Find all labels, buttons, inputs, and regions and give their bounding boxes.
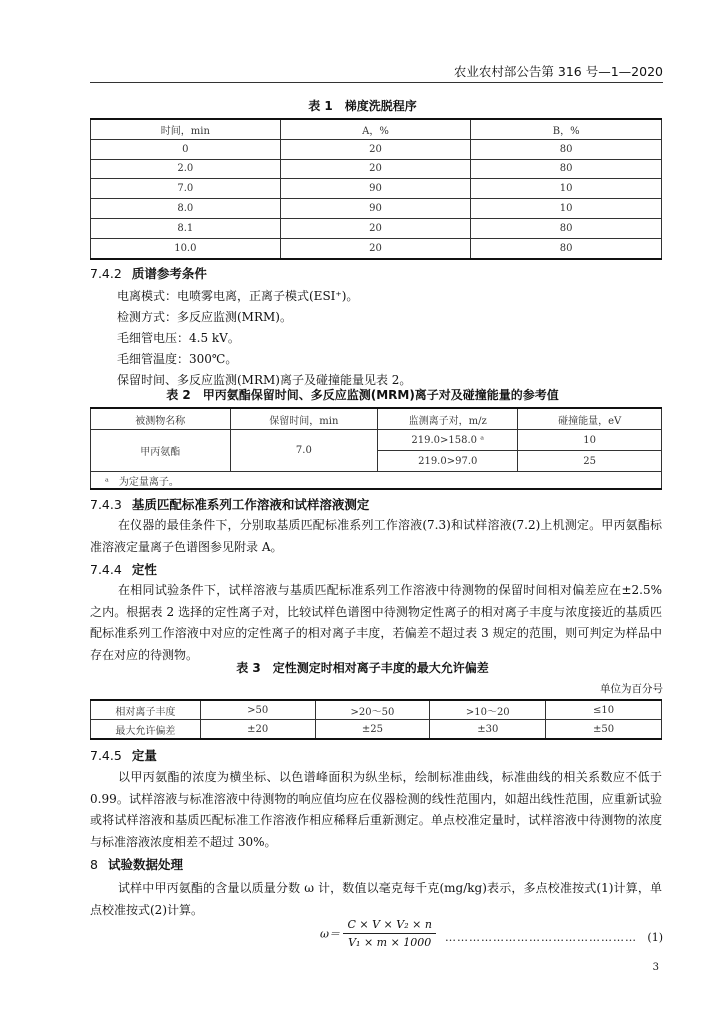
table-cell: ±50 bbox=[546, 720, 662, 740]
table-cell: 10.0 bbox=[91, 238, 281, 258]
table-cell: 80 bbox=[471, 238, 662, 258]
table-cell: ±30 bbox=[430, 720, 546, 740]
table-cell: >50 bbox=[200, 700, 315, 720]
ion-pair-cell: 219.0>158.0 ᵃ bbox=[378, 430, 518, 451]
table-row bbox=[91, 179, 662, 199]
table-row bbox=[91, 430, 662, 451]
section-title: 基质匹配标准系列工作溶液和试样溶液测定 bbox=[131, 497, 370, 512]
section-number: 7.4.2 bbox=[90, 266, 122, 281]
table-cell: 相对离子丰度 bbox=[91, 700, 201, 720]
table-cell: 20 bbox=[280, 238, 471, 258]
table3-caption: 表 3 定性测定时相对离子丰度的最大允许偏差 bbox=[236, 661, 489, 675]
table-cell: 80 bbox=[471, 159, 662, 179]
section-title: 定量 bbox=[131, 748, 157, 763]
section-title: 质谱参考条件 bbox=[131, 266, 207, 281]
section-number: 7.4.5 bbox=[90, 748, 122, 763]
table-note-row bbox=[91, 472, 662, 490]
table-header-cell: 保留时间，min bbox=[230, 408, 378, 430]
table-row bbox=[91, 720, 662, 740]
table-cell: 2.0 bbox=[91, 159, 281, 179]
table-cell: 20 bbox=[280, 159, 471, 179]
section-number: 7.4.4 bbox=[90, 562, 122, 577]
table-row bbox=[91, 139, 662, 159]
table-cell: 80 bbox=[471, 139, 662, 159]
formula-numerator: C × V × V₂ × n bbox=[343, 918, 435, 934]
formula-1 bbox=[320, 918, 436, 949]
section-title: 试验数据处理 bbox=[107, 857, 183, 872]
text-line: 毛细管电压：4.5 kV。 bbox=[117, 331, 240, 345]
table-cell: 90 bbox=[280, 199, 471, 219]
table-header-cell: 时间，min bbox=[91, 119, 281, 139]
collision-energy-cell: 25 bbox=[518, 451, 662, 472]
text-line: 毛细管温度：300℃。 bbox=[117, 352, 238, 366]
formula-fraction bbox=[343, 918, 435, 949]
table-cell: 90 bbox=[280, 179, 471, 199]
table-cell: 10 bbox=[471, 179, 662, 199]
table-cell: 7.0 bbox=[91, 179, 281, 199]
section-7-4-5-paragraph: 以甲丙氨酯的浓度为横坐标、以色谱峰面积为纵坐标，绘制标准曲线，标准曲线的相关系数应不低于 0.99。试样溶液与标准溶液中待测物的响应值均应在仪器检测的线性范围内，如超出线性范围，应重新试验或将试样溶液和基质匹配标准工作溶液作相应稀释后重新测定。单点校准定量时，试样溶液中待测物的浓度与标准溶液浓度相差不超过 30%。 bbox=[90, 770, 662, 849]
table3-unit: 单位为百分号 bbox=[600, 683, 663, 695]
section-title: 定性 bbox=[131, 562, 157, 577]
table2-mrm-parameters bbox=[90, 407, 662, 490]
table-row bbox=[91, 218, 662, 238]
table-header-cell: 碰撞能量，eV bbox=[518, 408, 662, 430]
section-7-4-3-heading bbox=[90, 495, 369, 513]
section-number: 8 bbox=[90, 857, 98, 872]
table2-caption: 表 2 甲丙氨酯保留时间、多反应监测(MRM)离子对及碰撞能量的参考值 bbox=[166, 388, 559, 402]
table1-gradient-elution bbox=[90, 118, 662, 260]
header-rule bbox=[90, 82, 663, 83]
section-8-heading bbox=[90, 855, 183, 873]
analyte-cell: 甲丙氨酯 bbox=[91, 430, 231, 472]
page-number: 3 bbox=[652, 962, 659, 973]
section-7-4-2-heading bbox=[90, 264, 207, 282]
table-row bbox=[91, 700, 662, 720]
table-row bbox=[91, 159, 662, 179]
table-header-row bbox=[91, 408, 662, 430]
table-cell: 20 bbox=[280, 139, 471, 159]
table1-caption: 表 1 梯度洗脱程序 bbox=[308, 99, 417, 113]
table-cell: ≤10 bbox=[546, 700, 662, 720]
table-row bbox=[91, 199, 662, 219]
table-cell: 0 bbox=[91, 139, 281, 159]
table-header-cell: A，% bbox=[280, 119, 471, 139]
table-cell: ±20 bbox=[200, 720, 315, 740]
section-7-4-3-paragraph: 在仪器的最佳条件下，分别取基质匹配标准系列工作溶液(7.3)和试样溶液(7.2)上机测定。甲丙氨酯标准溶液定量离子色谱图参见附录 A。 bbox=[90, 518, 662, 554]
table-cell: 8.0 bbox=[91, 199, 281, 219]
table-header-cell: 监测离子对，m/z bbox=[378, 408, 518, 430]
ion-pair-cell: 219.0>97.0 bbox=[378, 451, 518, 472]
table-cell: 10 bbox=[471, 199, 662, 219]
table-cell: >20～50 bbox=[315, 700, 430, 720]
page-header: 农业农村部公告第 316 号—1—2020 bbox=[453, 64, 663, 79]
table-header-row bbox=[91, 119, 662, 139]
text-line: 保留时间、多反应监测(MRM)离子及碰撞能量见表 2。 bbox=[117, 373, 412, 387]
section-number: 7.4.3 bbox=[90, 497, 122, 512]
equation-number: (1) bbox=[647, 931, 663, 944]
table-row bbox=[91, 238, 662, 258]
table-header-cell: B，% bbox=[471, 119, 662, 139]
table-cell: ±25 bbox=[315, 720, 430, 740]
text-line: 电离模式：电喷雾电离，正离子模式(ESI⁺)。 bbox=[117, 289, 359, 303]
section-7-4-4-heading bbox=[90, 560, 157, 578]
formula-leader-dots: ………………………………………… bbox=[445, 931, 637, 944]
table-footnote: ᵃ 为定量离子。 bbox=[91, 472, 662, 490]
table-header-cell: 被测物名称 bbox=[91, 408, 231, 430]
table-cell: 最大允许偏差 bbox=[91, 720, 201, 740]
table-cell: 80 bbox=[471, 218, 662, 238]
formula-denominator: V₁ × m × 1000 bbox=[348, 936, 432, 949]
table-cell: 20 bbox=[280, 218, 471, 238]
table-cell: >10～20 bbox=[430, 700, 546, 720]
formula-lhs: ω＝ bbox=[320, 927, 340, 941]
collision-energy-cell: 10 bbox=[518, 430, 662, 451]
retention-time-cell: 7.0 bbox=[230, 430, 378, 472]
section-8-paragraph: 试样中甲丙氨酯的含量以质量分数 ω 计，数值以毫克每千克(mg/kg)表示，多点校准按式(1)计算，单点校准按式(2)计算。 bbox=[90, 881, 662, 917]
section-7-4-5-heading bbox=[90, 746, 157, 764]
section-7-4-4-paragraph: 在相同试验条件下，试样溶液与基质匹配标准系列工作溶液中待测物的保留时间相对偏差应在±2.5%之内。根据表 2 选择的定性离子对，比较试样色谱图中待测物定性离子的相对离子丰度与浓度接近的基质匹配标准系列工作溶液中对应的定性离子的相对离子丰度，若偏差不超过表 3 规定的范围，则可判定为样品中存在对应的待测物。 bbox=[90, 583, 662, 662]
table-cell: 8.1 bbox=[91, 218, 281, 238]
table3-ion-abundance-tolerance bbox=[90, 699, 662, 740]
text-line: 检测方式：多反应监测(MRM)。 bbox=[117, 310, 292, 324]
